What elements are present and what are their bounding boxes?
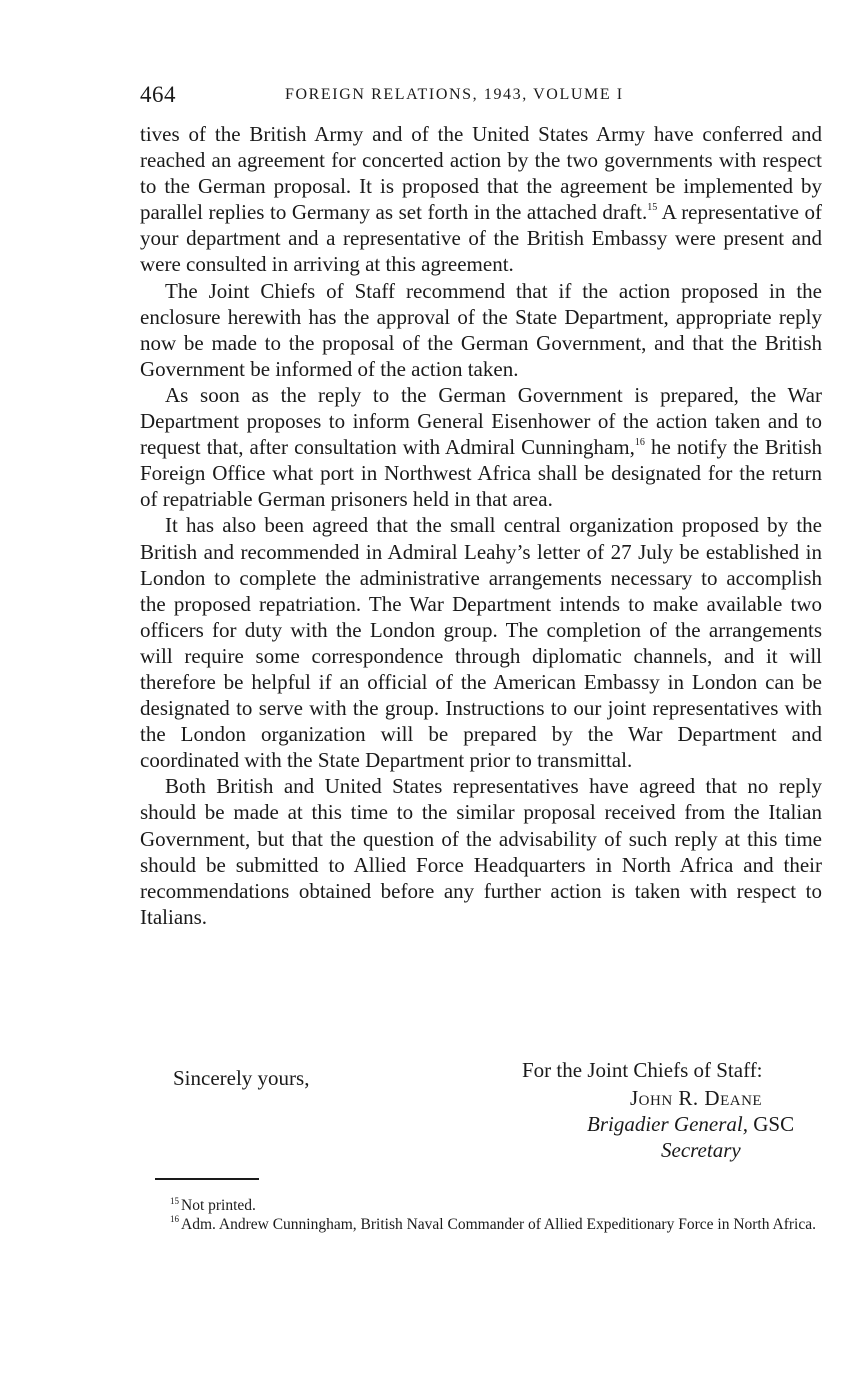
running-title: FOREIGN RELATIONS, 1943, VOLUME I <box>285 86 624 103</box>
footnote <box>148 1197 828 1216</box>
signer-rank-text: Brigadier General, <box>587 1112 748 1136</box>
paragraph <box>140 382 822 512</box>
signer-name: John R. Deane <box>630 1086 763 1110</box>
footnote-mark: 15 <box>170 1195 179 1206</box>
footnote-reference[interactable]: 16 <box>634 437 645 449</box>
footnote-reference[interactable]: 15 <box>647 202 658 214</box>
paragraph-text: A representative of your department and a representative of the British Embassy were present and were consulted in arriving at this agreement. <box>140 200 822 277</box>
salutation: Sincerely yours, <box>173 1066 310 1090</box>
on-behalf-line: For the Joint Chiefs of Staff: <box>522 1058 763 1082</box>
letter-closing <box>140 1058 830 1168</box>
paragraph-text: As soon as the reply to the German Government is prepared, the War Department proposes to inform General Eisenhower of the action taken and to request that, after consultation with Admiral Cunningham, <box>140 382 822 460</box>
paragraph-text: tives of the British Army and of the United States Army have conferred and reached an agreement for concerted action by the two governments with respect to the German proposal. It is proposed that the agreement be implemented by parallel replies to Germany as set forth in the attached draft. <box>140 122 822 225</box>
letter-body <box>140 121 822 930</box>
paragraph: It has also been agreed that the small central organization proposed by the British and recommended in Admiral Leahy’s letter of 27 July be established in London to complete the administrative arrangements necessary to accomplish the proposed repatriation. The War Department intends to make available two officers for duty with the London group. The completion of the arrangements will require some correspondence through diplomatic channels, and it will therefore be helpful if an official of the American Embassy in London can be designated to serve with the group. Instructions to our joint representatives with the London organization will be prepared by the War Department and coordinated with the State Department prior to transmittal. <box>140 513 822 773</box>
paragraph-continuation <box>140 121 822 278</box>
page-number: 464 <box>140 82 176 107</box>
paragraph: The Joint Chiefs of Staff recommend that if the action proposed in the enclosure herewith has the approval of the State Department, appropriate reply now be made to the proposal of the German Government, and that the British Government be informed of the action taken. <box>140 278 822 381</box>
footnote <box>148 1216 828 1235</box>
paragraph: Both British and United States representatives have agreed that no reply should be made at this time to the similar proposal received from the Italian Government, but that the question of the advisability of such reply at this time should be submitted to Allied Force Headquarters in North Africa and their recommendations obtained before any further action is taken with respect to Italians. <box>140 774 822 929</box>
footnotes <box>148 1197 828 1234</box>
footnote-mark: 16 <box>170 1214 179 1225</box>
paragraph-text: he notify the British Foreign Office what port in Northwest Africa shall be designated for the return of repatriable German prisoners held in that area. <box>140 435 822 512</box>
signer-rank <box>587 1112 794 1137</box>
footnote-text: Not printed. <box>181 1197 256 1214</box>
footnote-divider <box>155 1178 259 1180</box>
running-head <box>140 82 830 110</box>
footnote-text: Adm. Andrew Cunningham, British Naval Commander of Allied Expeditionary Force in North Africa. <box>181 1215 816 1233</box>
signer-position: Secretary <box>661 1138 741 1162</box>
signer-rank-suffix: GSC <box>747 1112 795 1136</box>
